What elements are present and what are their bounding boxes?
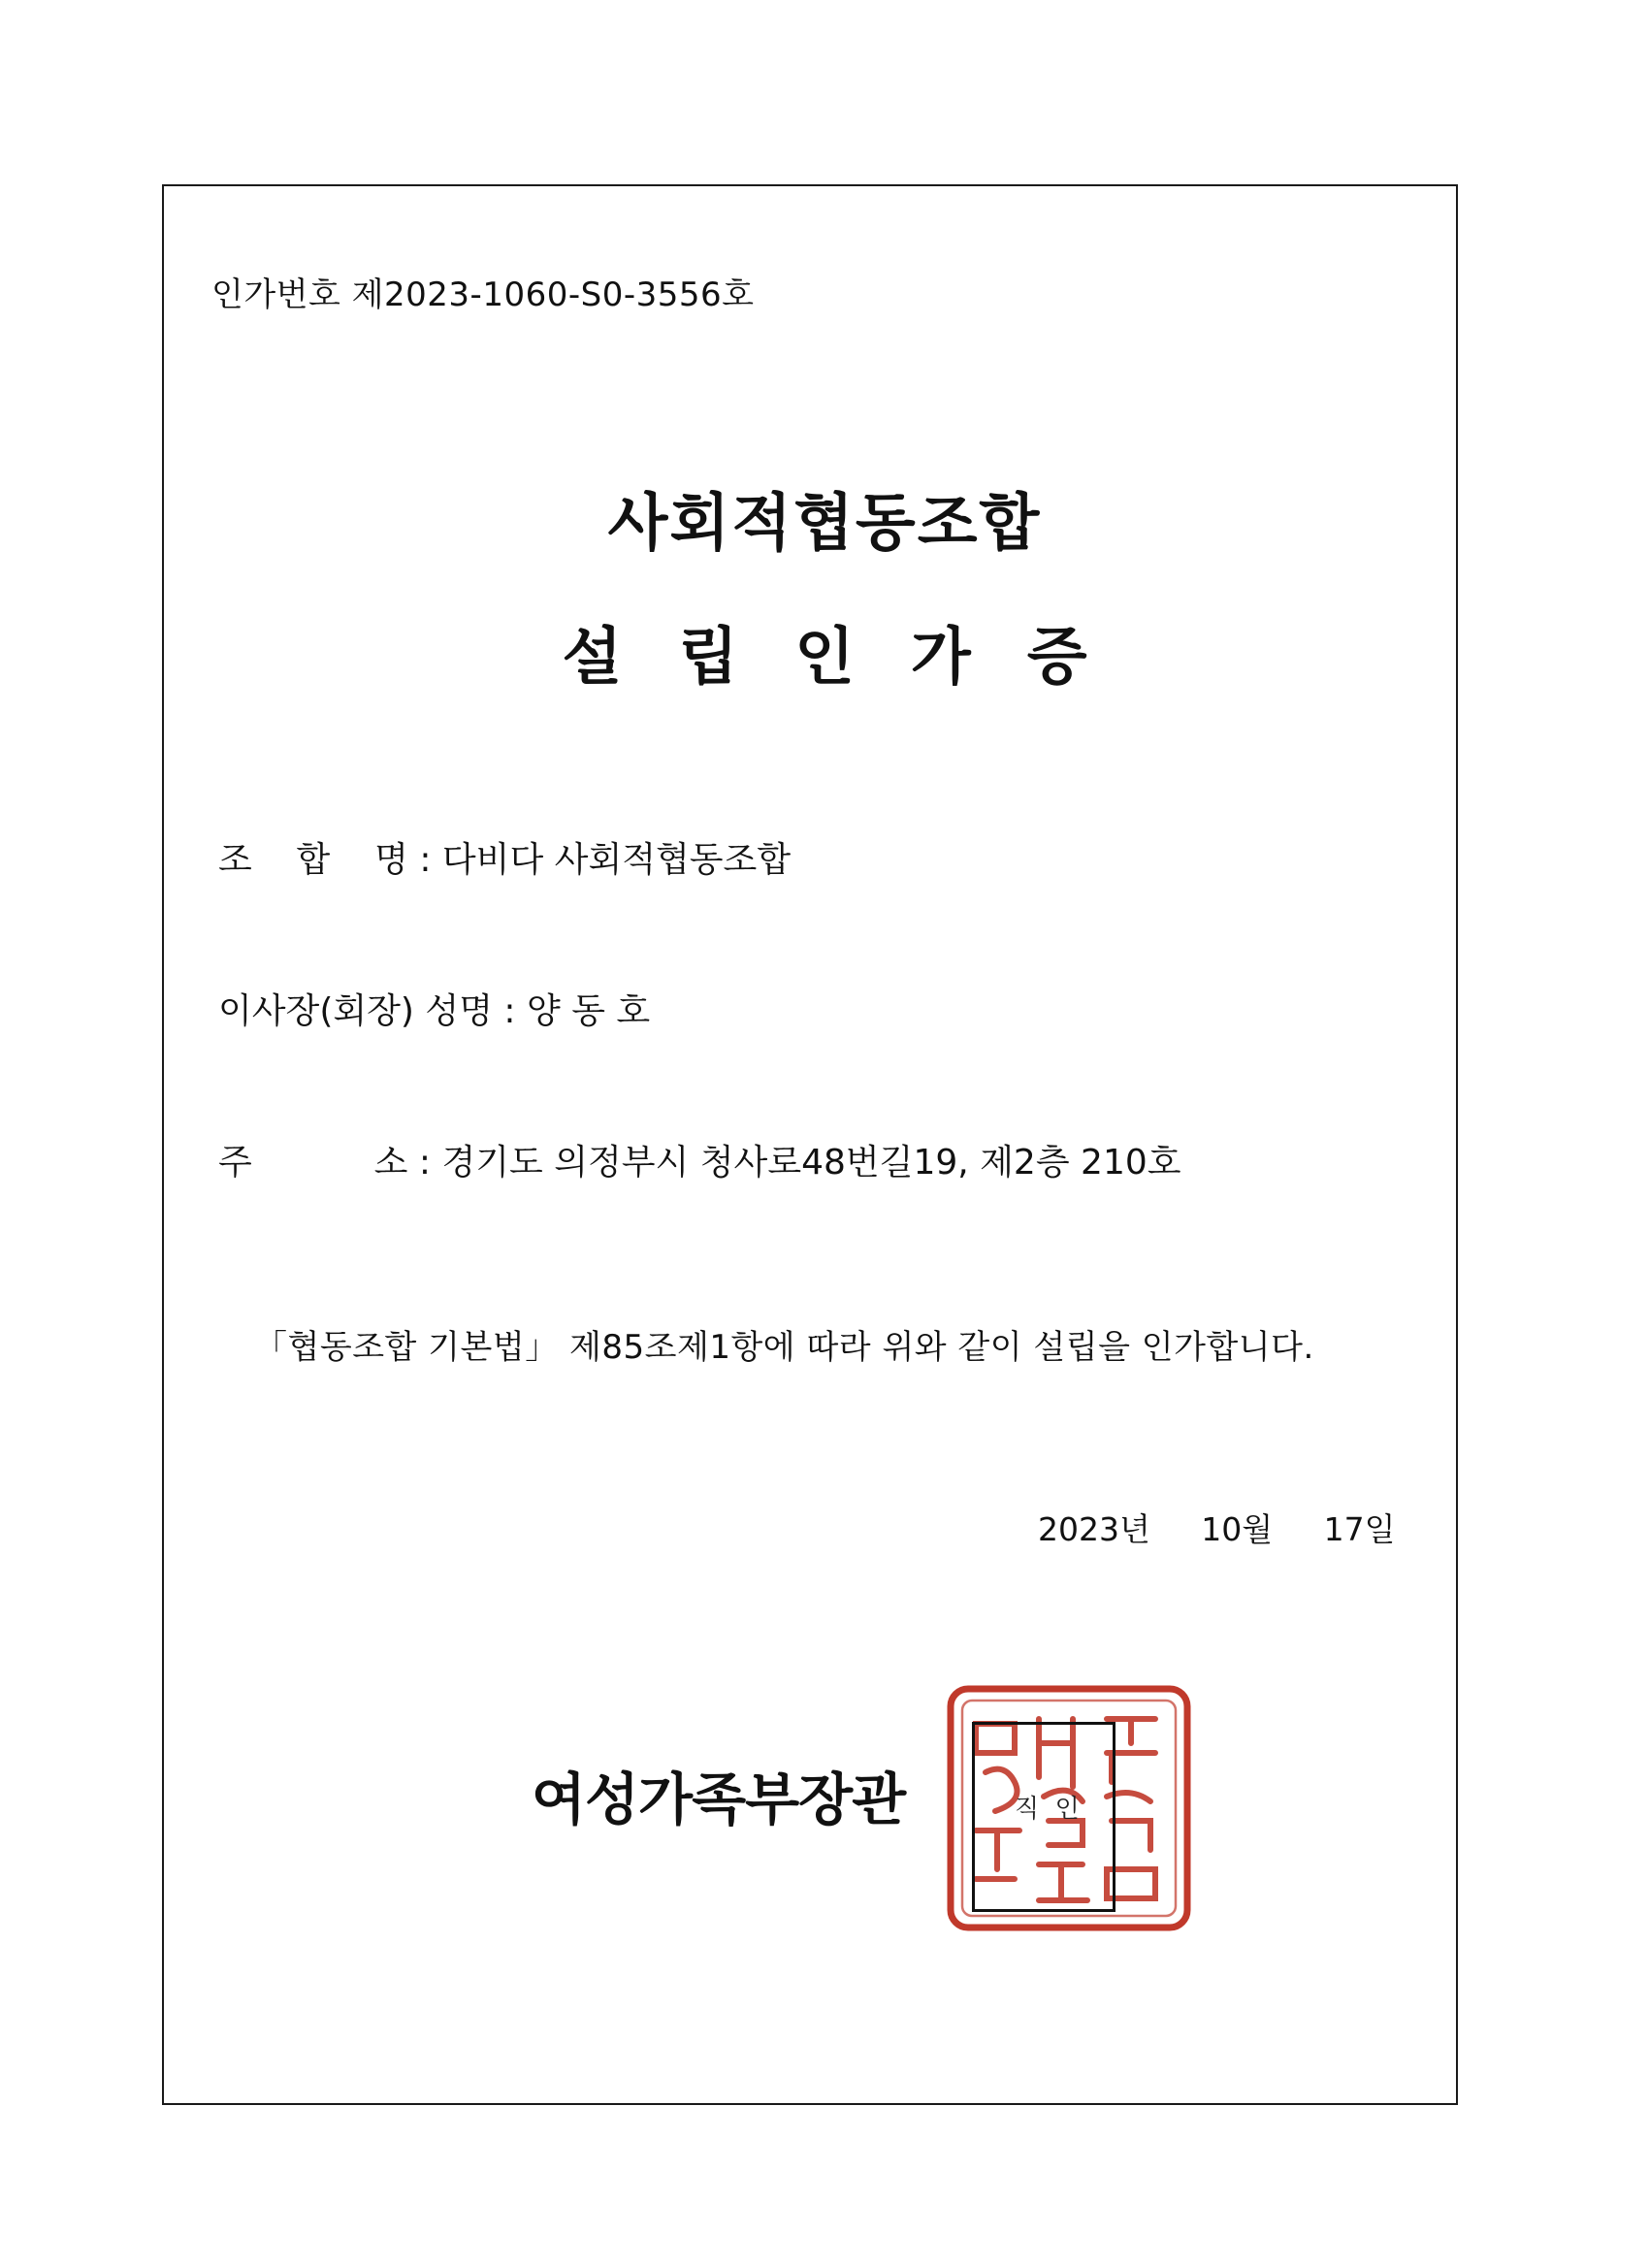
title-certificate: 설립인가증 — [562, 622, 1144, 694]
chairperson-field: 이사장(회장) 성명 : 양 동 호 — [218, 991, 651, 1031]
address-field: 주 소 : 경기도 의정부시 청사로48번길19, 제2층 210호 — [218, 1143, 1181, 1183]
issuer-title: 여성가족부장관 — [532, 1766, 906, 1832]
cooperative-name-field: 조 합 명 : 다비다 사회적협동조합 — [218, 840, 792, 880]
seal-label: 직 인 — [1015, 1795, 1080, 1824]
approval-statement: 「협동조합 기본법」 제85조제1항에 따라 위와 같이 설립을 인가합니다. — [254, 1328, 1314, 1367]
issue-date: 2023년 10월 17일 — [1038, 1510, 1396, 1548]
title-cooperative-type: 사회적협동조합 — [607, 488, 1042, 560]
permit-number: 인가번호 제2023-1060-S0-3556호 — [211, 275, 755, 314]
